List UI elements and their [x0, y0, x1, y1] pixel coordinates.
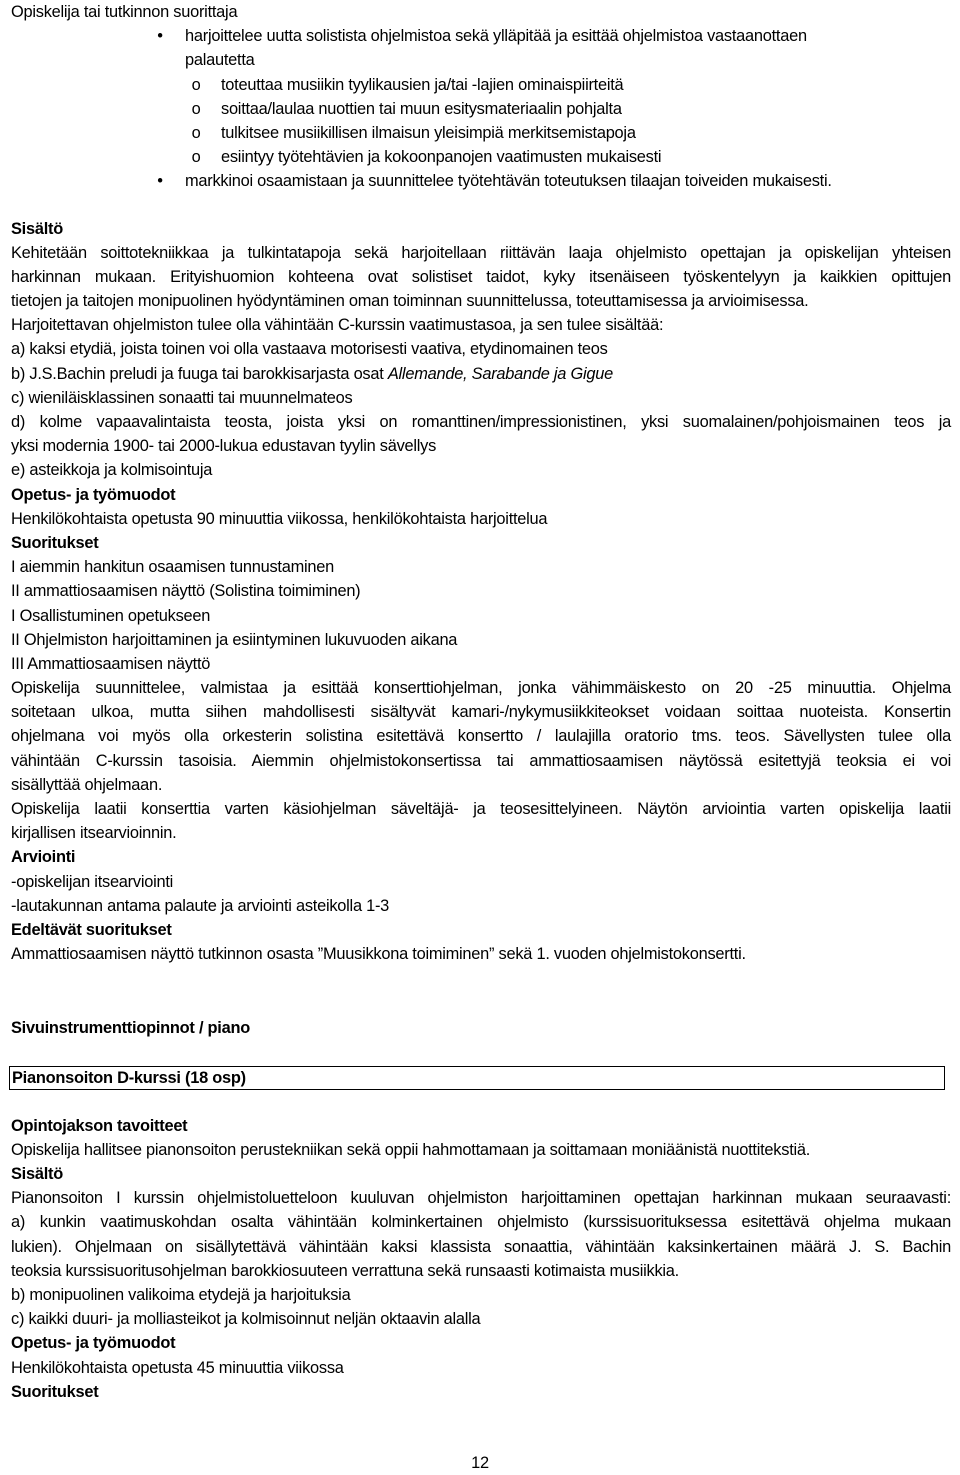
- heading-sisalto: Sisältö: [11, 219, 63, 238]
- paragraph-line: Pianonsoiton I kurssin ohjelmistoluetteloon kuuluvan ohjelmiston harjoittaminen opettajan harkinnan mukaan seuraavasti:: [11, 1189, 951, 1208]
- suoritus-item: II Ohjelmiston harjoittaminen ja esiintyminen lukuvuoden aikana: [11, 630, 458, 649]
- paragraph-line: Opiskelija suunnittelee, valmistaa ja esittää konserttiohjelman, jonka vähimmäiskesto on 20 -25 minuuttia. Ohjelma: [11, 679, 951, 698]
- paragraph-line: b) monipuolinen valikoima etydejä ja harjoituksia: [11, 1286, 351, 1304]
- arviointi-item: -opiskelijan itsearviointi: [11, 872, 174, 891]
- heading-suoritukset-2: Suoritukset: [11, 1382, 99, 1401]
- circle-bullet-icon: o: [191, 148, 201, 167]
- document-page: [11, 0, 951, 1404]
- list-item: [11, 169, 951, 193]
- paragraph-line: ohjelmana voi myös olla orkesterin solistina esitettävä konsertto / laulajilla oratorio tms. teos. Sävellysten tulee olla: [11, 727, 951, 746]
- page-number: 12: [471, 1454, 489, 1472]
- bullet-icon: •: [157, 172, 163, 191]
- paragraph-line: teoksia kurssisuoritusohjelman barokkiosuuteen verrattuna sekä runsaasti kotimaista musiikkia.: [11, 1261, 679, 1280]
- paragraph-line: Opiskelija laatii konserttia varten käsiohjelman säveltäjä- ja teosesittelyineen. Näytön arviointia varten opiskelija laatii: [11, 800, 951, 818]
- arviointi-item: -lautakunnan antama palaute ja arviointi asteikolla 1-3: [11, 896, 390, 915]
- sub-list-item-text: soittaa/laulaa nuottien tai muun esitysmateriaalin pohjalta: [221, 99, 622, 118]
- course-title-box: [11, 1066, 951, 1090]
- heading-edeltavat: Edeltävät suoritukset: [11, 920, 172, 939]
- list-item-text: harjoittelee uutta solistista ohjelmistoa sekä ylläpitää ja esittää ohjelmistoa vastaanottaen: [185, 27, 807, 46]
- paragraph-line: kirjallisen itsearvioinnin.: [11, 824, 177, 843]
- list-item-text: palautetta: [185, 51, 255, 70]
- circle-bullet-icon: o: [191, 99, 201, 118]
- heading-arviointi: Arviointi: [11, 848, 76, 867]
- paragraph-line: Opiskelija hallitsee pianonsoiton perustekniikan sekä oppii hahmottamaan ja soittamaan moniäänistä nuottitekstiä.: [11, 1140, 811, 1159]
- paragraph-line: tietojen ja taitojen monipuolinen hyödyntäminen oman toiminnan suunnittelussa, toteuttamisessa ja arvioimisessa.: [11, 292, 809, 311]
- paragraph-line: Kehitetään soittotekniikkaa ja tulkintatapoja sekä harjoitellaan riittävän laaja ohjelmisto opettajan ja opiskelijan yhteisen: [11, 243, 951, 262]
- paragraph-line: a) kunkin vaatimuskohdan osalta vähintään kolminkertainen ohjelmisto (kurssisuorituksessa esitettävä ohjelma mukaan: [11, 1213, 951, 1232]
- bullet-icon: •: [157, 27, 163, 46]
- requirement-c: c) wieniläisklassinen sonaatti tai muunnelmateos: [11, 388, 353, 407]
- paragraph-line: soitetaan ulkoa, mutta siihen mahdollisesti sisältyvät kamari-/nykymusiikkiteokset voidaan soittaa nuoteista. Konsertin: [11, 703, 951, 722]
- paragraph-line: sisällyttää ohjelmaan.: [11, 775, 163, 794]
- paragraph-line: lukien). Ohjelmaan on sisällytettävä vähintään kaksi klassista sonaattia, vähintään kaksinkertainen määrä J. S. Bachin: [11, 1237, 951, 1256]
- sub-list-item-text: toteuttaa musiikin tyylikausien ja/tai -lajien ominaispiirteitä: [221, 75, 624, 94]
- requirement-b-text: b) J.S.Bachin preludi ja fuuga tai barokkisarjasta osat: [11, 364, 388, 383]
- paragraph-line: Harjoitettavan ohjelmiston tulee olla vähintään C-kurssin vaatimustasoa, ja sen tulee sisältää:: [11, 316, 664, 335]
- suoritus-item: II ammattiosaamisen näyttö (Solistina toimiminen): [11, 582, 361, 601]
- suoritus-item: III Ammattiosaamisen näyttö: [11, 654, 211, 673]
- suoritus-item: I aiemmin hankitun osaamisen tunnustaminen: [11, 558, 334, 577]
- requirement-e: e) asteikkoja ja kolmisointuja: [11, 461, 213, 480]
- circle-bullet-icon: o: [191, 75, 201, 94]
- sub-list-item-text: esiintyy työtehtävien ja kokoonpanojen vaatimusten mukaisesti: [221, 148, 662, 167]
- suoritus-item: I Osallistuminen opetukseen: [11, 606, 211, 625]
- sub-list-item-text: tulkitsee musiikillisen ilmaisun yleisimpiä merkitsemistapoja: [221, 123, 636, 142]
- heading-sisalto-2: Sisältö: [11, 1165, 63, 1184]
- requirement-b-italic: Allemande, Sarabande ja Gigue: [387, 364, 613, 383]
- requirement-b: [11, 362, 951, 386]
- paragraph-line: Henkilökohtaista opetusta 90 minuuttia viikossa, henkilökohtaista harjoittelua: [11, 509, 548, 528]
- requirement-d: d) kolme vapaavalintaista teosta, joista yksi on romanttinen/impressionistinen, yksi suomalainen/pohjoismainen teos ja: [11, 413, 951, 431]
- list-item-text: markkinoi osaamistaan ja suunnittelee työtehtävän toteutuksen tilaajan toiveiden mukaisesti.: [185, 172, 832, 191]
- paragraph-line: harkinnan mukaan. Erityishuomion kohteena ovat solistiset taidot, kyky itsenäiseen työskentelyyn ja kaikkien opittujen: [11, 267, 951, 286]
- paragraph-line: c) kaikki duuri- ja molliasteikot ja kolmisoinnut neljän oktaavin alalla: [11, 1310, 481, 1329]
- list-item: [11, 24, 951, 48]
- course-title: Pianonsoiton D-kurssi (18 osp): [9, 1066, 945, 1090]
- paragraph-line: Ammattiosaamisen näyttö tutkinnon osasta ”Muusikkona toimiminen” sekä 1. vuoden ohjelmistokonsertti.: [11, 945, 746, 964]
- heading-opetus-2: Opetus- ja työmuodot: [11, 1334, 176, 1353]
- requirement-d-cont: yksi modernia 1900- tai 2000-lukua edustavan tyylin sävellys: [11, 437, 437, 456]
- paragraph-line: Henkilökohtaista opetusta 45 minuuttia viikossa: [11, 1358, 344, 1377]
- heading-tavoitteet: Opintojakson tavoitteet: [11, 1116, 188, 1135]
- paragraph-line: vähintään C-kurssin tasoisia. Aiemmin ohjelmistokonsertissa tai ammattiosaamisen näytössä esitettyjä teoksia ei voi: [11, 751, 951, 770]
- sub-list-item: [11, 97, 951, 121]
- heading-suoritukset: Suoritukset: [11, 533, 99, 552]
- top-heading: Opiskelija tai tutkinnon suorittaja: [11, 3, 238, 21]
- sub-list-item: [11, 145, 951, 169]
- section-title: Sivuinstrumenttiopinnot / piano: [11, 1019, 251, 1038]
- heading-opetus: Opetus- ja työmuodot: [11, 485, 176, 504]
- sub-list-item: [11, 121, 951, 145]
- requirement-a: a) kaksi etydiä, joista toinen voi olla vastaava motorisesti vaativa, etydinomainen teos: [11, 340, 608, 359]
- sub-list-item: [11, 73, 951, 97]
- list-item-continuation: [11, 48, 951, 72]
- circle-bullet-icon: o: [191, 123, 201, 142]
